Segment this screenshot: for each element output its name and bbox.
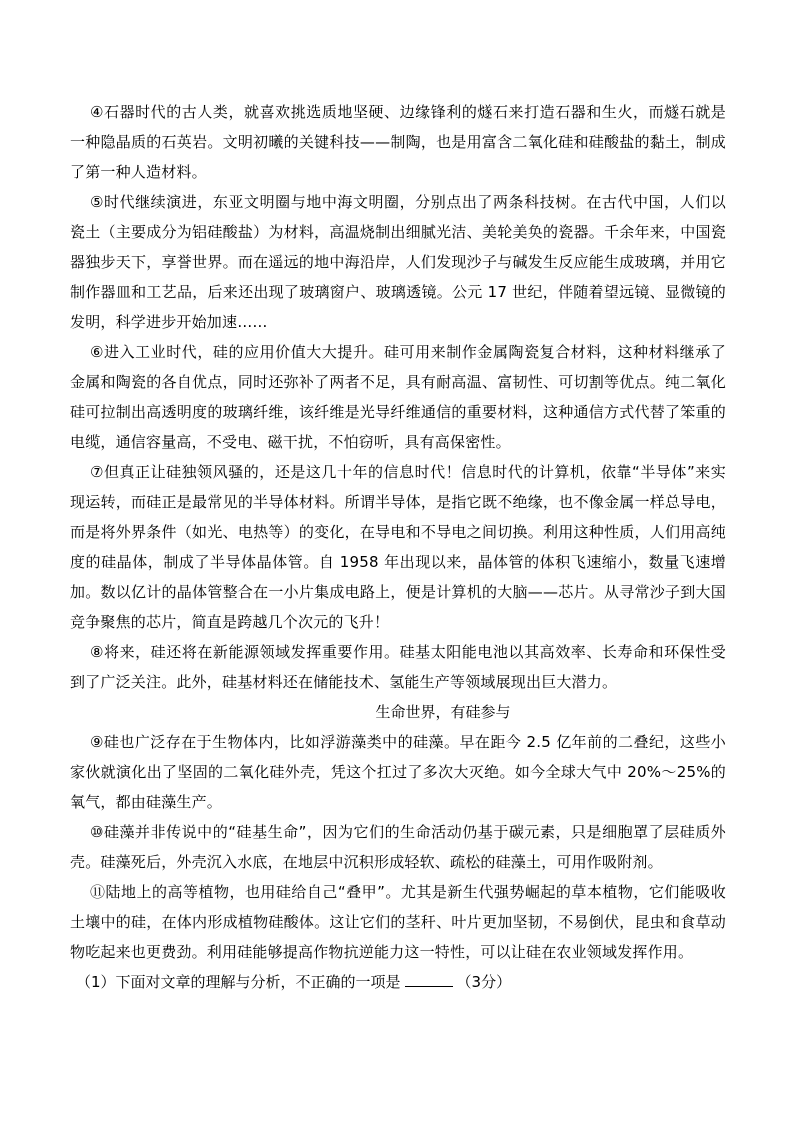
- section-heading: 生命世界，有硅参与: [375, 703, 511, 721]
- paragraph-6: ⑥进入工业时代，硅的应用价值大大提升。硅可用来制作金属陶瓷复合材料，这种材料继承了金属和陶瓷的各自优点，同时还弥补了两者不足，具有耐高温、富韧性、可切割等优点。纯二氧化硅可拉制出高透明度的玻璃纤维，该纤维是光导纤维通信的重要材料，这种通信方式代替了笨重的电缆，通信容量高，不受电、磁干扰，不怕窃听，具有高保密性。: [70, 343, 726, 451]
- paragraph-11: ⑪陆地上的高等植物，也用硅给自己“叠甲”。尤其是新生代强势崛起的草本植物，它们能吸收土壤中的硅，在体内形成植物硅酸体。这让它们的茎秆、叶片更加坚韧，不易倒伏，昆虫和食草动物吃起来也更费劲。利用硅能够提高作物抗逆能力这一特性，可以让硅在农业领域发挥作用。: [70, 883, 726, 961]
- answer-blank[interactable]: [405, 972, 453, 987]
- paragraph-8: ⑧将来，硅还将在新能源领域发挥重要作用。硅基太阳能电池以其高效率、长寿命和环保性受到了广泛关注。此外，硅基材料还在储能技术、氢能生产等领域展现出巨大潜力。: [70, 643, 726, 691]
- question-score: （3分）: [456, 973, 512, 991]
- question-text: （1）下面对文章的理解与分析，不正确的一项是: [76, 973, 401, 991]
- paragraph-7: ⑦但真正让硅独领风骚的，还是这几十年的信息时代！信息时代的计算机，依靠“半导体”来实现运转，而硅正是最常见的半导体材料。所谓半导体，是指它既不绝缘，也不像金属一样总导电，而是将外界条件（如光、电热等）的变化，在导电和不导电之间切换。利用这种性质，人们用高纯度的硅晶体，制成了半导体晶体管。自 1958 年出现以来，晶体管的体积飞速缩小，数量飞速增加。数以亿计的晶体管整合在一小片集成电路上，便是计算机的大脑——芯片。从寻常沙子到大国竞争聚焦的芯片，简直是跨越几个次元的飞升！: [70, 463, 726, 631]
- paragraph-10: ⑩硅藻并非传说中的“硅基生命”，因为它们的生命活动仍基于碳元素，只是细胞罩了层硅质外壳。硅藻死后，外壳沉入水底，在地层中沉积形成轻软、疏松的硅藻土，可用作吸附剂。: [70, 823, 726, 871]
- paragraph-5: ⑤时代继续演进，东亚文明圈与地中海文明圈，分别点出了两条科技树。在古代中国，人们以瓷土（主要成分为铝硅酸盐）为材料，高温烧制出细腻光洁、美轮美奂的瓷器。千余年来，中国瓷器独步天下，享誉世界。而在遥远的地中海沿岸，人们发现沙子与碱发生反应能生成玻璃，并用它制作器皿和工艺品，后来还出现了玻璃窗户、玻璃透镜。公元 17 世纪，伴随着望远镜、显微镜的发明，科学进步开始加速……: [70, 193, 726, 331]
- document-page: [70, 97, 726, 997]
- question-1: [70, 967, 726, 997]
- paragraph-9: ⑨硅也广泛存在于生物体内，比如浮游藻类中的硅藻。早在距今 2.5 亿年前的二叠纪，这些小家伙就演化出了坚固的二氧化硅外壳，凭这个扛过了多次大灭绝。如今全球大气中 20%～25%的氧气，都由硅藻生产。: [70, 733, 726, 811]
- paragraph-4: ④石器时代的古人类，就喜欢挑选质地坚硬、边缘锋利的燧石来打造石器和生火，而燧石就是一种隐晶质的石英岩。文明初曦的关键科技——制陶，也是用富含二氧化硅和硅酸盐的黏土，制成了第一种人造材料。: [70, 103, 726, 181]
